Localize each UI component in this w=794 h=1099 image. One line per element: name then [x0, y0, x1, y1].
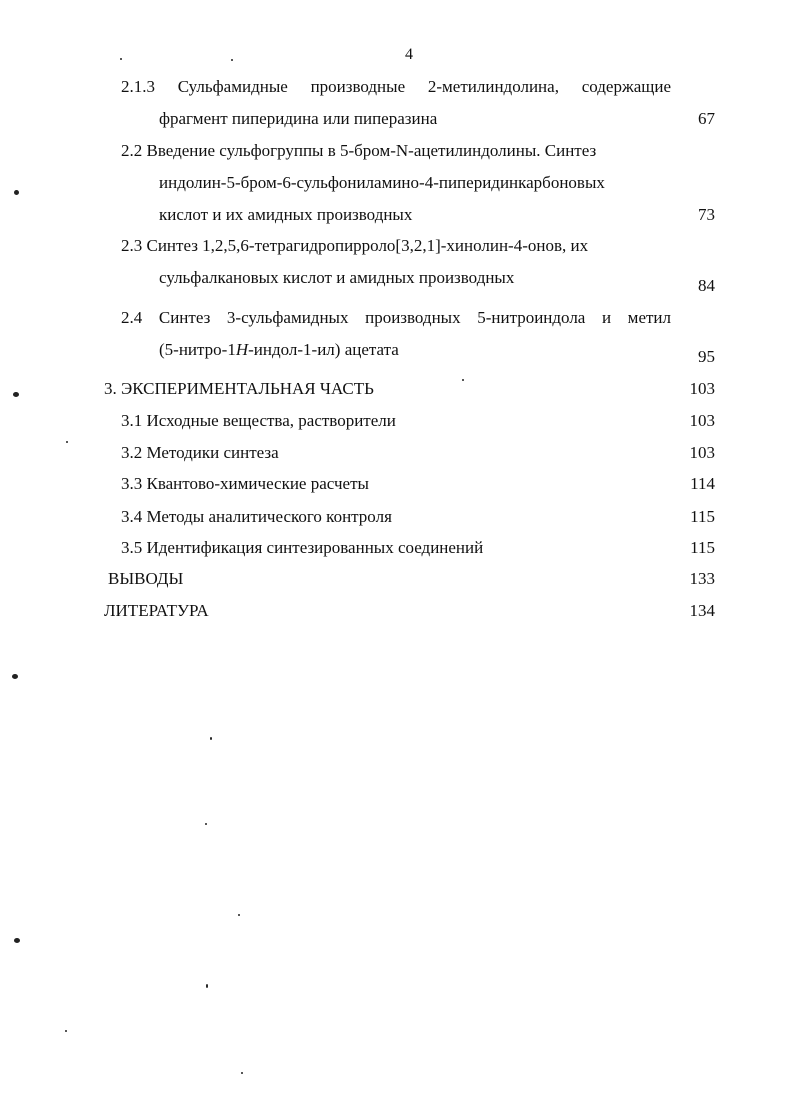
scan-artifact [13, 392, 19, 397]
scan-artifact [205, 823, 207, 825]
page-number: 4 [405, 46, 413, 63]
toc-entry-line: индолин-5-бром-6-сульфониламино-4-пиперидинкарбоновых [159, 173, 605, 192]
toc-entry-line: 3.4 Методы аналитического контроля [121, 507, 392, 526]
toc-page-number: 103 [689, 443, 715, 462]
toc-entry-line: 3.2 Методики синтеза [121, 443, 279, 462]
scan-artifact [120, 58, 122, 60]
toc-entry-line: 2.3 Синтез 1,2,5,6-тетрагидропирроло[3,2,1]-хинолин-4-онов, их [121, 236, 589, 255]
scan-artifact [241, 1072, 243, 1074]
toc-entry-line: кислот и их амидных производных [159, 205, 413, 224]
toc-entry-line [159, 341, 399, 358]
toc-page-number: 133 [689, 569, 715, 588]
toc-entry-line: фрагмент пиперидина или пиперазина [159, 109, 438, 128]
toc-page-number: 103 [689, 411, 715, 430]
toc-entry-line: 3.5 Идентификация синтезированных соединений [121, 538, 484, 557]
scan-artifact [14, 938, 20, 943]
toc-page-number: 73 [698, 205, 715, 224]
toc-entry-line: сульфалкановых кислот и амидных производных [159, 268, 515, 287]
toc-page-number: 115 [690, 507, 715, 526]
scan-artifact [12, 674, 18, 679]
toc-entry-line: ВЫВОДЫ [108, 569, 184, 588]
scan-artifact [462, 379, 464, 381]
toc-page-number: 84 [698, 276, 715, 295]
toc-entry-line: 3.1 Исходные вещества, растворители [121, 411, 396, 430]
toc-page-number: 134 [689, 601, 715, 620]
toc-text: (5-нитро-1 [159, 340, 236, 359]
scan-artifact [66, 441, 68, 443]
scan-artifact [231, 59, 233, 61]
toc-page-number: 95 [698, 347, 715, 366]
toc-page-number: 114 [690, 474, 715, 493]
toc-text-italic: H [235, 340, 249, 359]
toc-entry-line: 2.4 Синтез 3-сульфамидных производных 5-нитроиндола и метил [121, 308, 671, 327]
toc-page-number: 115 [690, 538, 715, 557]
toc-page-number: 103 [689, 379, 715, 398]
toc-entry-line: 3. ЭКСПЕРИМЕНТАЛЬНАЯ ЧАСТЬ [104, 379, 374, 398]
toc-entry-line: 3.3 Квантово-химические расчеты [121, 474, 369, 493]
scan-artifact [210, 737, 212, 740]
toc-text: -индол-1-ил) ацетата [248, 340, 399, 359]
scan-artifact [65, 1030, 67, 1032]
scan-artifact [238, 914, 240, 916]
toc-entry-line: 2.1.3 Сульфамидные производные 2-метилиндолина, содержащие [121, 77, 671, 96]
toc-page-number: 67 [698, 109, 715, 128]
scan-artifact [14, 190, 19, 195]
toc-entry-line: ЛИТЕРАТУРА [104, 601, 209, 620]
scan-artifact [206, 984, 208, 988]
toc-entry-line: 2.2 Введение сульфогруппы в 5-бром-N-ацетилиндолины. Синтез [121, 141, 597, 160]
